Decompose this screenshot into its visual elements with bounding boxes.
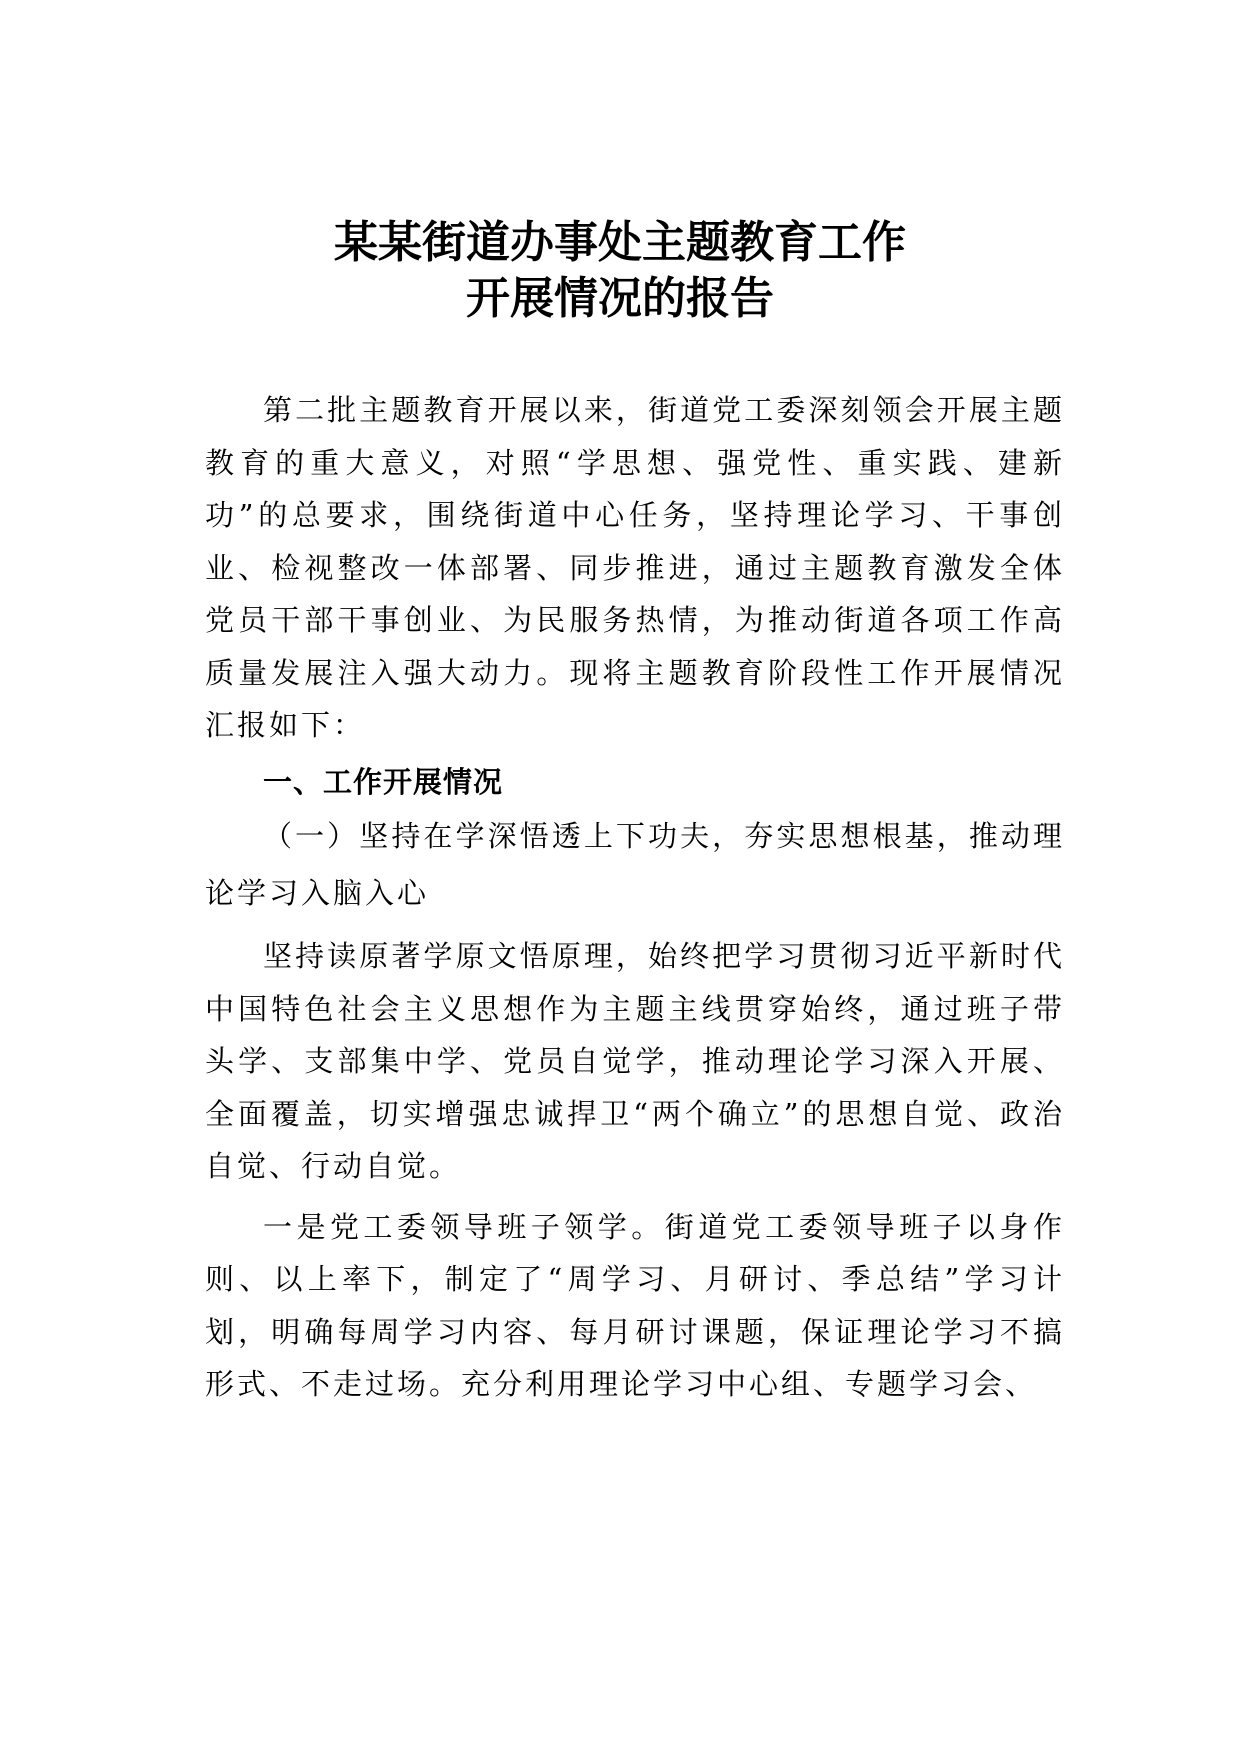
document-title xyxy=(0,215,1240,327)
intro-paragraph: 第二批主题教育开展以来，街道党工委深刻领会开展主题教育的重大意义，对照“学思想、强党性、重实践、建新功”的总要求，围绕街道中心任务，坚持理论学习、干事创业、检视整改一体部署、同步推进，通过主题教育激发全体党员干部干事创业、为民服务热情，为推动街道各项工作高质量发展注入强大动力。现将主题教育阶段性工作开展情况汇报如下： xyxy=(205,393,1065,742)
title-line-2: 开展情况的报告 xyxy=(466,273,774,324)
title-line-1: 某某街道办事处主题教育工作 xyxy=(334,217,906,268)
body-paragraph: 一是党工委领导班子领学。街道党工委领导班子以身作则、以上率下，制定了“周学习、月研讨、季总结”学习计划，明确每周学习内容、每月研讨课题，保证理论学习不搞形式、不走过场。充分利用理论学习中心组、专题学习会、 xyxy=(205,1209,1065,1401)
section-heading: 一、工作开展情况 xyxy=(263,764,504,799)
document-body xyxy=(205,384,1065,1411)
subsection-heading: （一）坚持在学深悟透上下功夫，夯实思想根基，推动理论学习入脑入心 xyxy=(205,819,1065,910)
body-paragraph: 坚持读原著学原文悟原理，始终把学习贯彻习近平新时代中国特色社会主义思想作为主题主线贯穿始终，通过班子带头学、支部集中学、党员自觉学，推动理论学习深入开展、全面覆盖，切实增强忠诚捍卫“两个确立”的思想自觉、政治自觉、行动自觉。 xyxy=(205,939,1065,1183)
